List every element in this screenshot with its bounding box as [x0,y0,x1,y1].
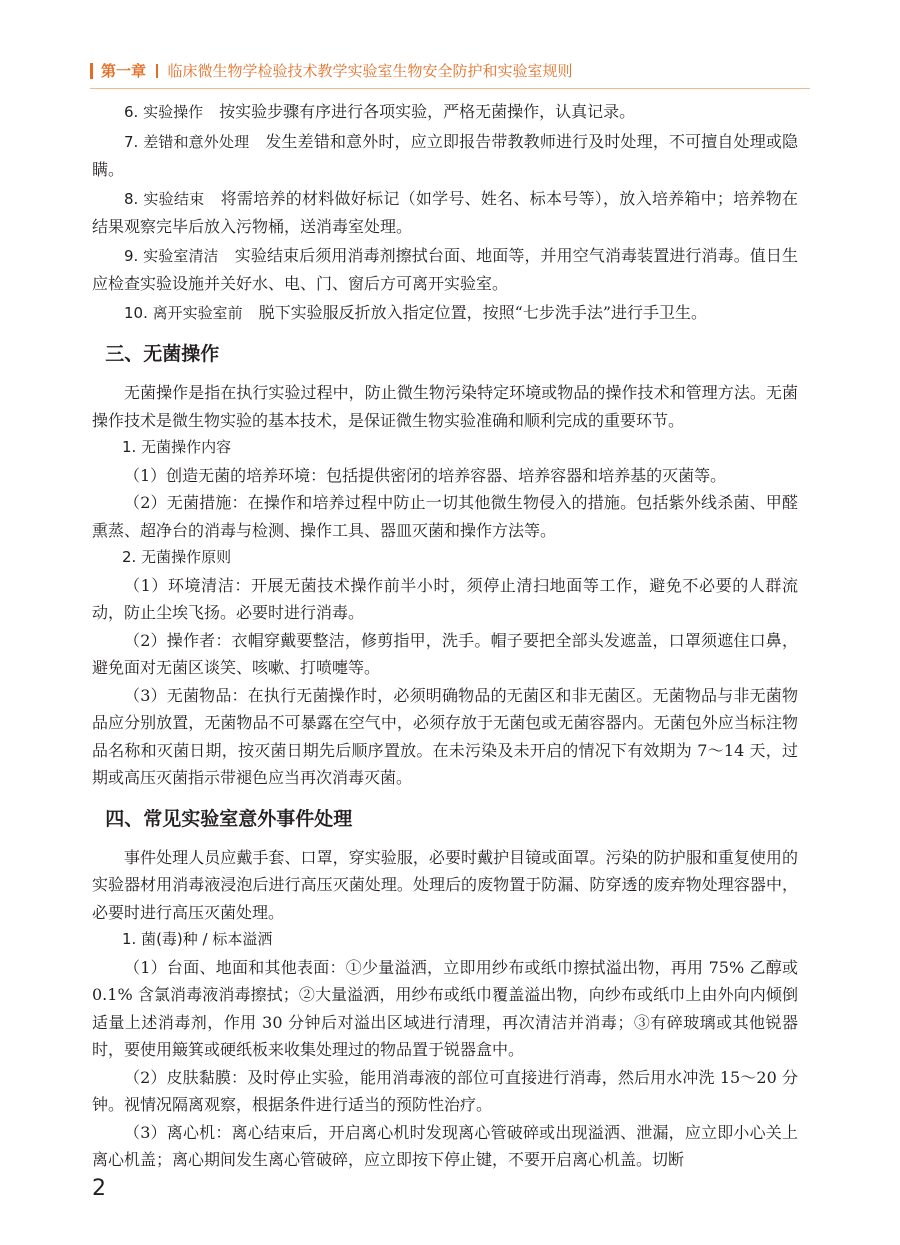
subsection-heading: 1. 无菌操作内容 [122,438,232,456]
list-item: （1）创造无菌的培养环境：包括提供密闭的培养容器、培养容器和培养基的灭菌等。 [124,465,727,485]
section-intro: 事件处理人员应戴手套、口罩，穿实验服，必要时戴护目镜或面罩。污染的防护服和重复使用的实验器材用消毒液浸泡后进行高压灭菌处理。处理后的废物置于防漏、防穿透的废弃物处理容器中，必要时进行高压灭菌处理。 [92,847,798,922]
list-item: （3）离心机：离心结束后，开启离心机时发现离心管破碎或出现溢洒、泄漏，应立即小心关上离心机盖；离心期间发生离心管破碎，应立即按下停止键，不要开启离心机盖。切断 [92,1122,798,1169]
rule-text: 脱下实验服反折放入指定位置，按照“七步洗手法”进行手卫生。 [258,302,708,322]
running-header [90,60,573,81]
subsection-heading: 1. 菌(毒)种 / 标本溢洒 [122,930,273,948]
rule-label: 7. 差错和意外处理 [124,132,250,151]
rule-text: 将需培养的材料做好标记（如学号、姓名、标本号等），放入培养箱中；培养物在结果观察完毕后放入污物桶，送消毒室处理。 [92,188,798,236]
section-heading-aseptic: 三、无菌操作 [105,343,220,365]
chapter-title: 临床微生物学检验技术教学实验室生物安全防护和实验室规则 [167,62,573,80]
list-item: （3）无菌物品：在执行无菌操作时，必须明确物品的无菌区和非无菌区。无菌物品与非无菌物品应分别放置，无菌物品不可暴露在空气中，必须存放于无菌包或无菌容器内。无菌包外应当标注物品名称和灭菌日期，按灭菌日期先后顺序置放。在未污染及未开启的情况下有效期为 7～14 天，过期或高压灭菌指示带褪色应当再次消毒灭菌。 [92,685,798,787]
subsection-heading: 2. 无菌操作原则 [122,548,232,566]
section-heading-incidents: 四、常见实验室意外事件处理 [105,807,353,830]
rule-text: 实验结束后须用消毒剂擦拭台面、地面等，并用空气消毒装置进行消毒。值日生应检查实验设施并关好水、电、门、窗后方可离开实验室。 [92,245,798,293]
rule-label: 6. 实验操作 [124,103,204,121]
list-item: （2）皮肤黏膜：及时停止实验，能用消毒液的部位可直接进行消毒，然后用水冲洗 15～20 分钟。视情况隔离观察，根据条件进行适当的预防性治疗。 [92,1067,798,1114]
rule-label: 8. 实验结束 [124,189,205,208]
header-rule [90,88,810,89]
list-item: （2）操作者：衣帽穿戴要整洁，修剪指甲，洗手。帽子要把全部头发遮盖，口罩须遮住口鼻，避免面对无菌区谈笑、咳嗽、打喷嚏等。 [92,630,798,677]
rule-text: 按实验步骤有序进行各项实验，严格无菌操作，认真记录。 [219,102,636,121]
header-accent-bar [90,63,93,79]
rule-6 [92,98,798,127]
list-item: （1）环境清洁：开展无菌技术操作前半小时，须停止清扫地面等工作，避免不必要的人群流动，防止尘埃飞扬。必要时进行消毒。 [92,575,798,622]
list-item: （1）台面、地面和其他表面：①少量溢洒，立即用纱布或纸巾擦拭溢出物，再用 75% 乙醇或 0.1% 含氯消毒液消毒擦拭；②大量溢洒，用纱布或纸巾覆盖溢出物，向纱布或纸巾上由外向内倾倒适量上述消毒剂，作用 30 分钟后对溢出区域进行清理，再次清洁并消毒；③有碎玻璃或其他锐器时，要使用簸箕或硬纸板来收集处理过的物品置于锐器盒中。 [92,957,798,1059]
header-separator [156,64,158,78]
rule-10 [92,299,798,328]
section-intro: 无菌操作是指在执行实验过程中，防止微生物污染特定环境或物品的操作技术和管理方法。无菌操作技术是微生物实验的基本技术，是保证微生物实验准确和顺利完成的重要环节。 [92,383,798,430]
rule-label: 9. 实验室清洁 [124,246,219,265]
chapter-label: 第一章 [101,62,147,80]
page-number: 2 [92,1176,106,1201]
rule-9 [92,242,798,298]
page-body [92,98,798,1174]
rule-label: 10. 离开实验室前 [124,303,243,322]
rule-text: 发生差错和意外时，应立即报告带教教师进行及时处理，不可擅自处理或隐瞒。 [92,131,798,179]
rule-7 [92,128,798,184]
rule-8 [92,185,798,241]
list-item: （2）无菌措施：在操作和培养过程中防止一切其他微生物侵入的措施。包括紫外线杀菌、甲醛熏蒸、超净台的消毒与检测、操作工具、器皿灭菌和操作方法等。 [92,493,798,540]
